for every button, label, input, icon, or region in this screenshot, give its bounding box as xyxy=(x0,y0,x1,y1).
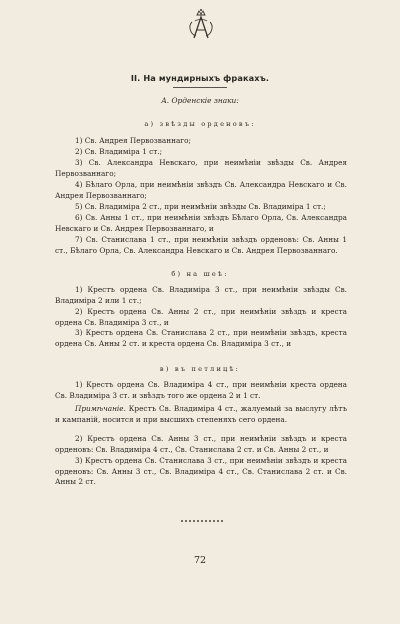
page-number: 72 xyxy=(193,555,207,566)
list-item: 1) Крестъ ордена Св. Владиміра 3 ст., при неимѣніи звѣзды Св. Владиміра 2 или 1 ст.; xyxy=(55,285,347,305)
note-text: Крестъ Св. Владиміра 4 ст., жалуемый за выслугу лѣтъ и кампаній, носится и при высшихъ степеняхъ сего ордена. xyxy=(55,404,347,424)
list-item: 5) Св. Владиміра 2 ст., при неимѣніи звѣзды Св. Владиміра 1 ст.; xyxy=(75,202,326,211)
list-item: 1) Св. Андрея Первозваннаго; xyxy=(75,136,191,145)
list-item: 1) Крестъ ордена Св. Владиміра 4 ст., при неимѣніи креста ордена Св. Владиміра 3 ст. и звѣздъ того же ордена 2 и 1 ст. xyxy=(55,380,347,400)
dotted-divider xyxy=(180,519,224,523)
list-item: 2) Крестъ ордена Св. Анны 3 ст., при неимѣніи звѣздъ и креста орденовъ: Св. Владиміра 4 ст., Св. Станислава 2 ст. и Св. Анны 2 ст., и xyxy=(55,434,347,454)
group-c-title: в) въ петлицѣ: xyxy=(159,365,241,373)
note-label: Примѣчаніе. xyxy=(75,404,126,413)
list-item: 6) Св. Анны 1 ст., при неимѣніи звѣздъ Бѣлаго Орла, Св. Александра Невскаго и Св. Андрея Первозваннаго, и xyxy=(55,213,347,233)
list-item: 3) Крестъ ордена Св. Станислава 2 ст., при неимѣніи звѣздъ, креста ордена Св. Анны 2 ст. и креста ордена Св. Владиміра 3 ст., и xyxy=(55,328,347,348)
title-divider xyxy=(173,87,227,88)
note-paragraph xyxy=(55,404,347,425)
list-item: 3) Крестъ ордена Св. Станислава 3 ст., при неимѣніи звѣздъ и креста орденовъ: Св. Анны 3 ст., Св. Владиміра 4 ст., Св. Станислава 2 ст. и Св. Анны 2 ст. xyxy=(55,456,347,487)
list-item: 2) Св. Владиміра 1 ст.; xyxy=(75,147,163,156)
group-a-title: а) звѣзды орденовъ: xyxy=(144,120,256,128)
section-title: II. На мундирныхъ фракахъ. xyxy=(130,73,270,83)
list-item: 4) Бѣлаго Орла, при неимѣніи звѣздъ Св. Александра Невскаго и Св. Андрея Первозваннаго; xyxy=(55,180,347,200)
subsection-title: А. Орденскіе знаки: xyxy=(161,96,239,105)
imperial-monogram-crest-icon xyxy=(186,8,216,40)
group-b-title: б) на шеѣ: xyxy=(171,270,229,278)
list-item: 7) Св. Станислава 1 ст., при неимѣніи звѣздъ орденовъ: Св. Анны 1 ст., Бѣлаго Орла, Св. Александра Невскаго и Св. Андрея Первозваннаго. xyxy=(55,235,347,255)
list-item: 3) Св. Александра Невскаго, при неимѣніи звѣзды Св. Андрея Первозваннаго; xyxy=(55,158,347,178)
list-item: 2) Крестъ ордена Св. Анны 2 ст., при неимѣніи звѣздъ и креста ордена Св. Владиміра 3 ст., и xyxy=(55,307,347,327)
